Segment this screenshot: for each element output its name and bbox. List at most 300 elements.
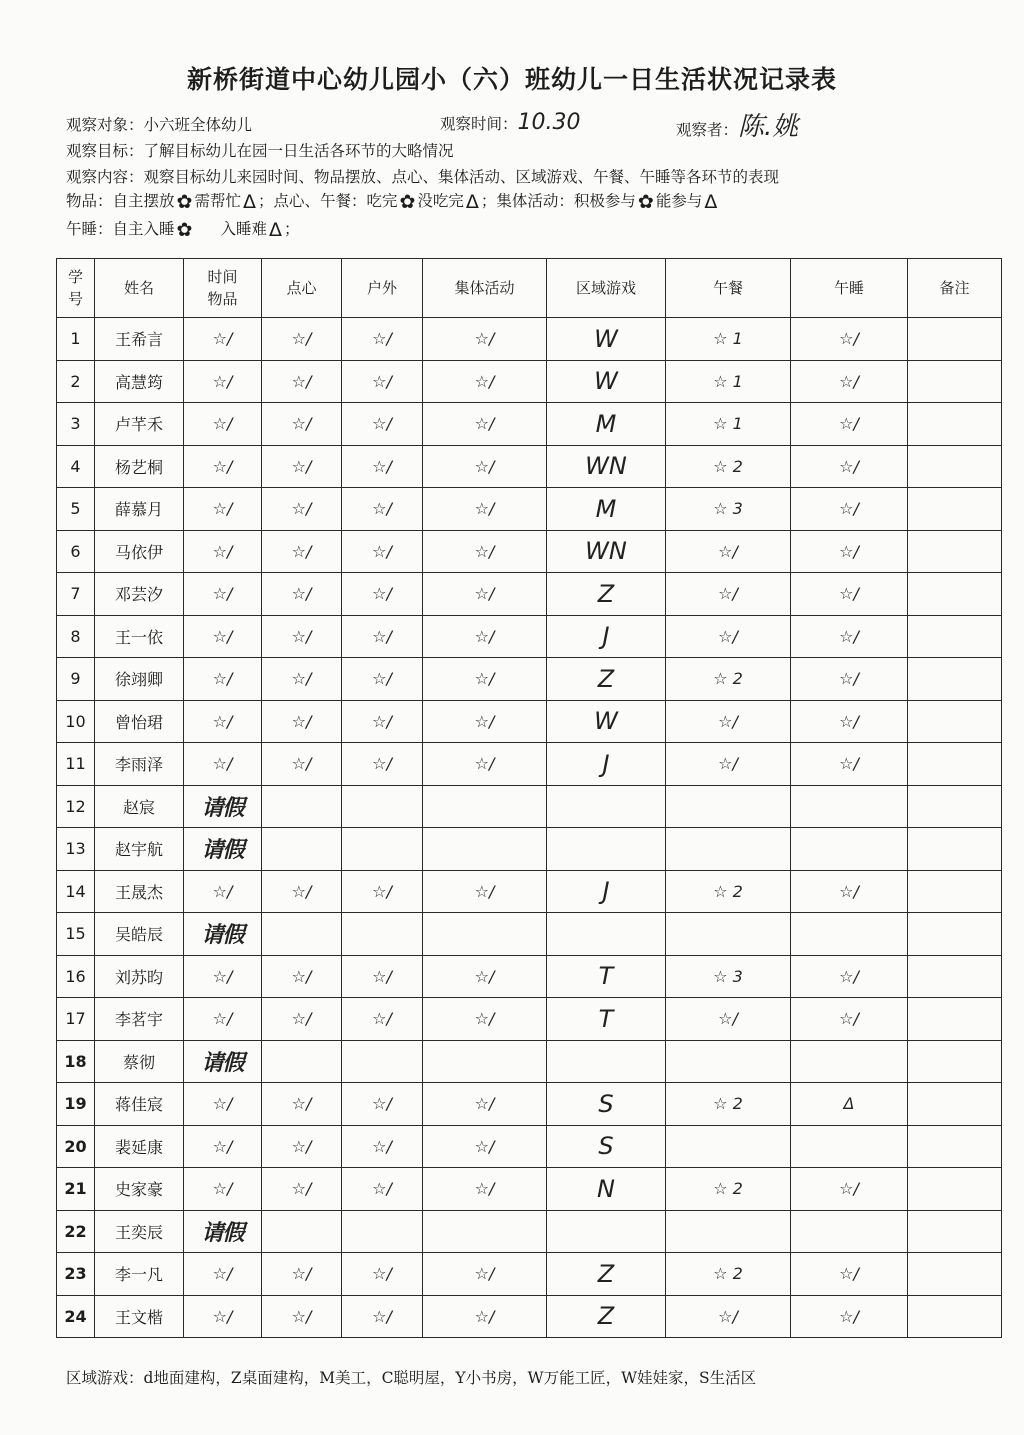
check-mark: ☆/ xyxy=(839,881,859,901)
student-name: 裴延康 xyxy=(95,1125,184,1168)
student-name: 王晟杰 xyxy=(95,870,184,913)
student-name: 蒋佳宸 xyxy=(95,1083,184,1126)
check-mark: ☆/ xyxy=(372,329,392,349)
cell-lunch xyxy=(666,1210,791,1253)
check-mark: ☆/ xyxy=(372,966,392,986)
check-mark: ☆/ xyxy=(372,669,392,689)
check-mark: ☆/ xyxy=(839,626,859,646)
table-row xyxy=(57,1253,1002,1296)
star-icon: ✿ xyxy=(637,191,654,213)
check-mark: ☆/ xyxy=(212,711,233,731)
cell-remarks xyxy=(908,1295,1002,1338)
leave-note: 请假 xyxy=(201,837,244,864)
table-row xyxy=(57,743,1002,786)
student-name: 李茗宇 xyxy=(95,998,184,1041)
check-mark: ☆ 2 xyxy=(713,1264,743,1284)
cell-snack xyxy=(262,913,342,956)
col-header-time-items: 时间物品 xyxy=(184,259,262,318)
col-header-outdoor: 户外 xyxy=(342,259,423,318)
col-header-remarks: 备注 xyxy=(908,259,1002,318)
table-row xyxy=(57,1040,1002,1083)
cell-lunch xyxy=(666,573,791,616)
student-number: 21 xyxy=(57,1168,95,1211)
page-title: 新桥街道中心幼儿园小（六）班幼儿一日生活状况记录表 xyxy=(186,65,837,94)
check-mark: ☆/ xyxy=(372,881,392,901)
cell-area-game xyxy=(547,403,666,446)
table-row xyxy=(57,1210,1002,1253)
check-mark: ☆/ xyxy=(839,371,859,391)
cell-time-items xyxy=(184,955,262,998)
check-mark: ☆/ xyxy=(212,881,233,901)
cell-lunch xyxy=(666,1083,791,1126)
cell-area-game xyxy=(547,1040,666,1083)
table-header-row xyxy=(57,259,1002,318)
check-mark: ☆/ xyxy=(212,1179,233,1199)
content-label: 观察内容： xyxy=(66,168,144,186)
observation-content xyxy=(66,165,779,187)
cell-nap xyxy=(791,1295,908,1338)
cell-remarks xyxy=(908,318,1002,361)
check-mark: ☆/ xyxy=(839,966,859,986)
cell-time-items xyxy=(184,658,262,701)
cell-nap xyxy=(791,573,908,616)
check-mark: ☆/ xyxy=(839,456,859,476)
cell-nap xyxy=(791,743,908,786)
cell-area-game xyxy=(547,615,666,658)
check-mark: ☆/ xyxy=(212,414,233,434)
area-code: S xyxy=(598,1089,614,1118)
cell-lunch xyxy=(666,700,791,743)
check-mark: ☆/ xyxy=(474,966,495,986)
cell-time-items xyxy=(184,318,262,361)
cell-time-items xyxy=(184,1210,262,1253)
cell-group-activity xyxy=(423,1295,547,1338)
check-mark: ☆/ xyxy=(372,754,392,774)
cell-area-game xyxy=(547,1253,666,1296)
cell-lunch xyxy=(666,530,791,573)
cell-time-items xyxy=(184,615,262,658)
check-mark: ☆/ xyxy=(718,541,738,561)
check-mark: ☆/ xyxy=(291,1179,312,1199)
legend-text: 午睡：自主入睡 xyxy=(66,220,175,238)
check-mark: ☆/ xyxy=(474,371,495,391)
student-number: 4 xyxy=(57,445,95,488)
check-mark: ☆/ xyxy=(291,669,312,689)
cell-group-activity xyxy=(423,658,547,701)
check-mark: ☆ 1 xyxy=(713,329,743,349)
check-mark: ☆/ xyxy=(474,541,495,561)
student-name: 赵宇航 xyxy=(95,828,184,871)
check-mark: ☆/ xyxy=(474,414,495,434)
area-code: T xyxy=(598,1004,614,1033)
observer-label: 观察者： xyxy=(676,121,739,139)
cell-area-game xyxy=(547,1210,666,1253)
student-name: 徐翊卿 xyxy=(95,658,184,701)
student-number: 3 xyxy=(57,403,95,446)
legend-text: ；点心、午餐：吃完 xyxy=(257,192,398,210)
cell-snack xyxy=(262,530,342,573)
cell-lunch xyxy=(666,318,791,361)
student-name: 高慧筠 xyxy=(95,360,184,403)
cell-snack xyxy=(262,403,342,446)
col-header-name: 姓名 xyxy=(95,259,184,318)
legend-line-2 xyxy=(66,217,299,241)
legend-text: 物品：自主摆放 xyxy=(66,192,175,210)
cell-time-items xyxy=(184,913,262,956)
area-code: N xyxy=(597,1174,615,1203)
cell-snack xyxy=(262,445,342,488)
cell-outdoor xyxy=(342,1210,423,1253)
legend-text: 入睡难 xyxy=(220,220,267,238)
cell-group-activity xyxy=(423,785,547,828)
check-mark: ☆/ xyxy=(291,584,312,604)
table-row xyxy=(57,318,1002,361)
check-mark: ☆/ xyxy=(212,371,233,391)
cell-time-items xyxy=(184,785,262,828)
cell-outdoor xyxy=(342,700,423,743)
table-row xyxy=(57,955,1002,998)
student-name: 王一依 xyxy=(95,615,184,658)
table-row xyxy=(57,913,1002,956)
cell-lunch xyxy=(666,913,791,956)
check-mark: ☆/ xyxy=(474,1136,495,1156)
cell-remarks xyxy=(908,913,1002,956)
cell-snack xyxy=(262,1210,342,1253)
check-mark: ☆/ xyxy=(291,881,312,901)
cell-outdoor xyxy=(342,913,423,956)
col-header-nap: 午睡 xyxy=(791,259,908,318)
student-number: 10 xyxy=(57,700,95,743)
cell-outdoor xyxy=(342,488,423,531)
cell-snack xyxy=(262,785,342,828)
cell-area-game xyxy=(547,700,666,743)
cell-nap xyxy=(791,530,908,573)
cell-nap xyxy=(791,1210,908,1253)
leave-note: 请假 xyxy=(201,1049,244,1076)
cell-nap xyxy=(791,870,908,913)
cell-nap xyxy=(791,1125,908,1168)
table-row xyxy=(57,573,1002,616)
cell-outdoor xyxy=(342,1125,423,1168)
cell-group-activity xyxy=(423,615,547,658)
table-row xyxy=(57,828,1002,871)
cell-nap xyxy=(791,913,908,956)
observation-goal xyxy=(66,139,454,161)
cell-time-items xyxy=(184,1040,262,1083)
student-number: 23 xyxy=(57,1253,95,1296)
cell-lunch xyxy=(666,1040,791,1083)
cell-snack xyxy=(262,318,342,361)
cell-outdoor xyxy=(342,870,423,913)
record-table xyxy=(56,258,1002,1338)
table-row xyxy=(57,1125,1002,1168)
check-mark: ☆/ xyxy=(474,711,495,731)
cell-nap xyxy=(791,955,908,998)
area-code: S xyxy=(598,1132,614,1161)
cell-nap xyxy=(791,700,908,743)
cell-lunch xyxy=(666,1168,791,1211)
cell-outdoor xyxy=(342,573,423,616)
cell-remarks xyxy=(908,828,1002,871)
cell-outdoor xyxy=(342,445,423,488)
check-mark: ☆/ xyxy=(839,1306,859,1326)
check-mark: ☆/ xyxy=(718,711,738,731)
cell-group-activity xyxy=(423,700,547,743)
cell-time-items xyxy=(184,445,262,488)
area-code: WN xyxy=(585,537,627,566)
check-mark: ☆/ xyxy=(212,456,233,476)
table-row xyxy=(57,870,1002,913)
observer xyxy=(676,106,798,143)
cell-lunch xyxy=(666,785,791,828)
check-mark: ☆/ xyxy=(372,1009,392,1029)
check-mark: ☆/ xyxy=(291,754,312,774)
cell-lunch xyxy=(666,828,791,871)
student-number: 17 xyxy=(57,998,95,1041)
check-mark: ☆/ xyxy=(474,1179,495,1199)
check-mark: ☆ 3 xyxy=(713,499,743,519)
cell-group-activity xyxy=(423,573,547,616)
cell-nap xyxy=(791,488,908,531)
check-mark: ☆/ xyxy=(291,541,312,561)
student-number: 11 xyxy=(57,743,95,786)
check-mark: ☆/ xyxy=(718,1306,738,1326)
goal-label: 观察目标： xyxy=(66,142,144,160)
check-mark: ☆/ xyxy=(474,329,495,349)
star-icon: ✿ xyxy=(399,191,416,213)
area-code: T xyxy=(598,962,614,991)
cell-remarks xyxy=(908,658,1002,701)
leave-note: 请假 xyxy=(201,922,244,949)
area-code: WN xyxy=(585,452,627,481)
check-mark: ☆ 1 xyxy=(713,371,743,391)
cell-group-activity xyxy=(423,488,547,531)
area-code: Z xyxy=(597,1302,615,1331)
cell-nap xyxy=(791,998,908,1041)
check-mark: ☆/ xyxy=(839,499,859,519)
check-mark: ☆/ xyxy=(372,584,392,604)
cell-remarks xyxy=(908,1253,1002,1296)
check-mark: ☆/ xyxy=(291,1136,312,1156)
cell-nap xyxy=(791,318,908,361)
cell-outdoor xyxy=(342,998,423,1041)
student-name: 马依伊 xyxy=(95,530,184,573)
area-code: J xyxy=(602,877,610,906)
student-name: 薛慕月 xyxy=(95,488,184,531)
cell-area-game xyxy=(547,955,666,998)
cell-area-game xyxy=(547,743,666,786)
table-row xyxy=(57,1168,1002,1211)
cell-remarks xyxy=(908,1168,1002,1211)
cell-group-activity xyxy=(423,1125,547,1168)
cell-nap xyxy=(791,828,908,871)
check-mark: ☆/ xyxy=(212,966,233,986)
cell-nap xyxy=(791,785,908,828)
check-mark: ☆/ xyxy=(372,456,392,476)
legend-text: 能参与 xyxy=(655,192,703,210)
cell-area-game xyxy=(547,785,666,828)
cell-area-game xyxy=(547,828,666,871)
triangle-icon: Δ xyxy=(242,191,256,213)
check-mark: ☆/ xyxy=(474,1094,495,1114)
check-mark: ☆/ xyxy=(291,456,312,476)
cell-outdoor xyxy=(342,1295,423,1338)
check-mark: ☆/ xyxy=(291,1009,312,1029)
check-mark: ☆ 2 xyxy=(713,669,743,689)
check-mark: ☆/ xyxy=(291,626,312,646)
cell-group-activity xyxy=(423,1083,547,1126)
student-name: 王文楷 xyxy=(95,1295,184,1338)
student-number: 7 xyxy=(57,573,95,616)
cell-group-activity xyxy=(423,1253,547,1296)
area-game-legend: 区域游戏：d地面建构，Z桌面建构，M美工，C聪明屋，Y小书房，W万能工匠，W娃娃家，S生活区 xyxy=(66,1369,757,1387)
check-mark: ☆/ xyxy=(372,1179,392,1199)
student-number: 13 xyxy=(57,828,95,871)
student-name: 蔡彻 xyxy=(95,1040,184,1083)
cell-nap xyxy=(791,1040,908,1083)
table-row xyxy=(57,360,1002,403)
cell-snack xyxy=(262,1168,342,1211)
cell-time-items xyxy=(184,828,262,871)
student-number: 22 xyxy=(57,1210,95,1253)
cell-remarks xyxy=(908,785,1002,828)
cell-time-items xyxy=(184,1253,262,1296)
cell-snack xyxy=(262,1253,342,1296)
table-row xyxy=(57,1295,1002,1338)
cell-lunch xyxy=(666,615,791,658)
cell-snack xyxy=(262,1040,342,1083)
cell-snack xyxy=(262,658,342,701)
student-number: 18 xyxy=(57,1040,95,1083)
cell-nap xyxy=(791,1168,908,1211)
cell-remarks xyxy=(908,998,1002,1041)
cell-time-items xyxy=(184,743,262,786)
cell-lunch xyxy=(666,445,791,488)
cell-snack xyxy=(262,870,342,913)
cell-outdoor xyxy=(342,1040,423,1083)
check-mark: ☆/ xyxy=(839,711,859,731)
cell-remarks xyxy=(908,1125,1002,1168)
cell-outdoor xyxy=(342,403,423,446)
check-mark: ☆ 2 xyxy=(713,1094,743,1114)
check-mark: ☆/ xyxy=(212,1136,233,1156)
cell-group-activity xyxy=(423,913,547,956)
cell-lunch xyxy=(666,955,791,998)
check-mark: ☆/ xyxy=(839,541,859,561)
cell-lunch xyxy=(666,1125,791,1168)
star-icon: ✿ xyxy=(176,191,193,213)
cell-remarks xyxy=(908,488,1002,531)
cell-area-game xyxy=(547,1083,666,1126)
cell-area-game xyxy=(547,445,666,488)
check-mark: ☆/ xyxy=(839,669,859,689)
cell-snack xyxy=(262,700,342,743)
area-code: Z xyxy=(597,579,615,608)
student-name: 史家豪 xyxy=(95,1168,184,1211)
check-mark: ☆ 3 xyxy=(713,966,743,986)
cell-remarks xyxy=(908,870,1002,913)
cell-time-items xyxy=(184,998,262,1041)
col-header-group-activity: 集体活动 xyxy=(423,259,547,318)
cell-snack xyxy=(262,573,342,616)
student-number: 19 xyxy=(57,1083,95,1126)
observation-object xyxy=(66,113,252,135)
cell-time-items xyxy=(184,1083,262,1126)
student-number: 9 xyxy=(57,658,95,701)
check-mark: ☆ 2 xyxy=(713,1179,743,1199)
cell-snack xyxy=(262,1083,342,1126)
cell-group-activity xyxy=(423,1210,547,1253)
cell-group-activity xyxy=(423,743,547,786)
cell-time-items xyxy=(184,530,262,573)
triangle-icon: Δ xyxy=(465,191,479,213)
check-mark: ☆/ xyxy=(291,414,312,434)
check-mark: ☆/ xyxy=(291,371,312,391)
cell-time-items xyxy=(184,403,262,446)
cell-outdoor xyxy=(342,743,423,786)
cell-time-items xyxy=(184,1125,262,1168)
table-row xyxy=(57,403,1002,446)
check-mark: ☆/ xyxy=(212,1009,233,1029)
check-mark: ☆/ xyxy=(291,966,312,986)
cell-group-activity xyxy=(423,360,547,403)
student-name: 吴皓辰 xyxy=(95,913,184,956)
table-row xyxy=(57,658,1002,701)
cell-lunch xyxy=(666,1253,791,1296)
cell-lunch xyxy=(666,870,791,913)
check-mark: ☆/ xyxy=(474,456,495,476)
area-code: W xyxy=(594,707,618,736)
object-label: 观察对象： xyxy=(66,116,144,134)
cell-nap xyxy=(791,1253,908,1296)
cell-nap xyxy=(791,360,908,403)
area-code: W xyxy=(594,324,618,353)
check-mark: ☆/ xyxy=(212,669,233,689)
check-mark: ☆/ xyxy=(372,1094,392,1114)
cell-lunch xyxy=(666,1295,791,1338)
cell-lunch xyxy=(666,998,791,1041)
student-name: 刘苏昀 xyxy=(95,955,184,998)
cell-area-game xyxy=(547,1168,666,1211)
student-number: 24 xyxy=(57,1295,95,1338)
check-mark: ☆/ xyxy=(291,1094,312,1114)
student-number: 6 xyxy=(57,530,95,573)
student-number: 5 xyxy=(57,488,95,531)
content-value: 观察目标幼儿来园时间、物品摆放、点心、集体活动、区域游戏、午餐、午睡等各环节的表现 xyxy=(143,168,780,186)
table-row xyxy=(57,700,1002,743)
student-number: 15 xyxy=(57,913,95,956)
check-mark: ☆/ xyxy=(372,414,392,434)
table-body xyxy=(57,318,1002,1338)
cell-area-game xyxy=(547,998,666,1041)
cell-outdoor xyxy=(342,360,423,403)
cell-group-activity xyxy=(423,870,547,913)
cell-outdoor xyxy=(342,318,423,361)
check-mark: ☆/ xyxy=(372,1136,392,1156)
triangle-icon: Δ xyxy=(268,219,282,241)
student-name: 杨艺桐 xyxy=(95,445,184,488)
table-row xyxy=(57,785,1002,828)
cell-remarks xyxy=(908,403,1002,446)
check-mark: ☆/ xyxy=(212,499,233,519)
check-mark: ☆/ xyxy=(372,371,392,391)
cell-snack xyxy=(262,955,342,998)
legend-text: ；集体活动：积极参与 xyxy=(480,192,636,210)
check-mark: ☆/ xyxy=(372,711,392,731)
check-mark: ☆/ xyxy=(372,1306,392,1326)
student-number: 16 xyxy=(57,955,95,998)
object-value: 小六班全体幼儿 xyxy=(143,116,253,134)
